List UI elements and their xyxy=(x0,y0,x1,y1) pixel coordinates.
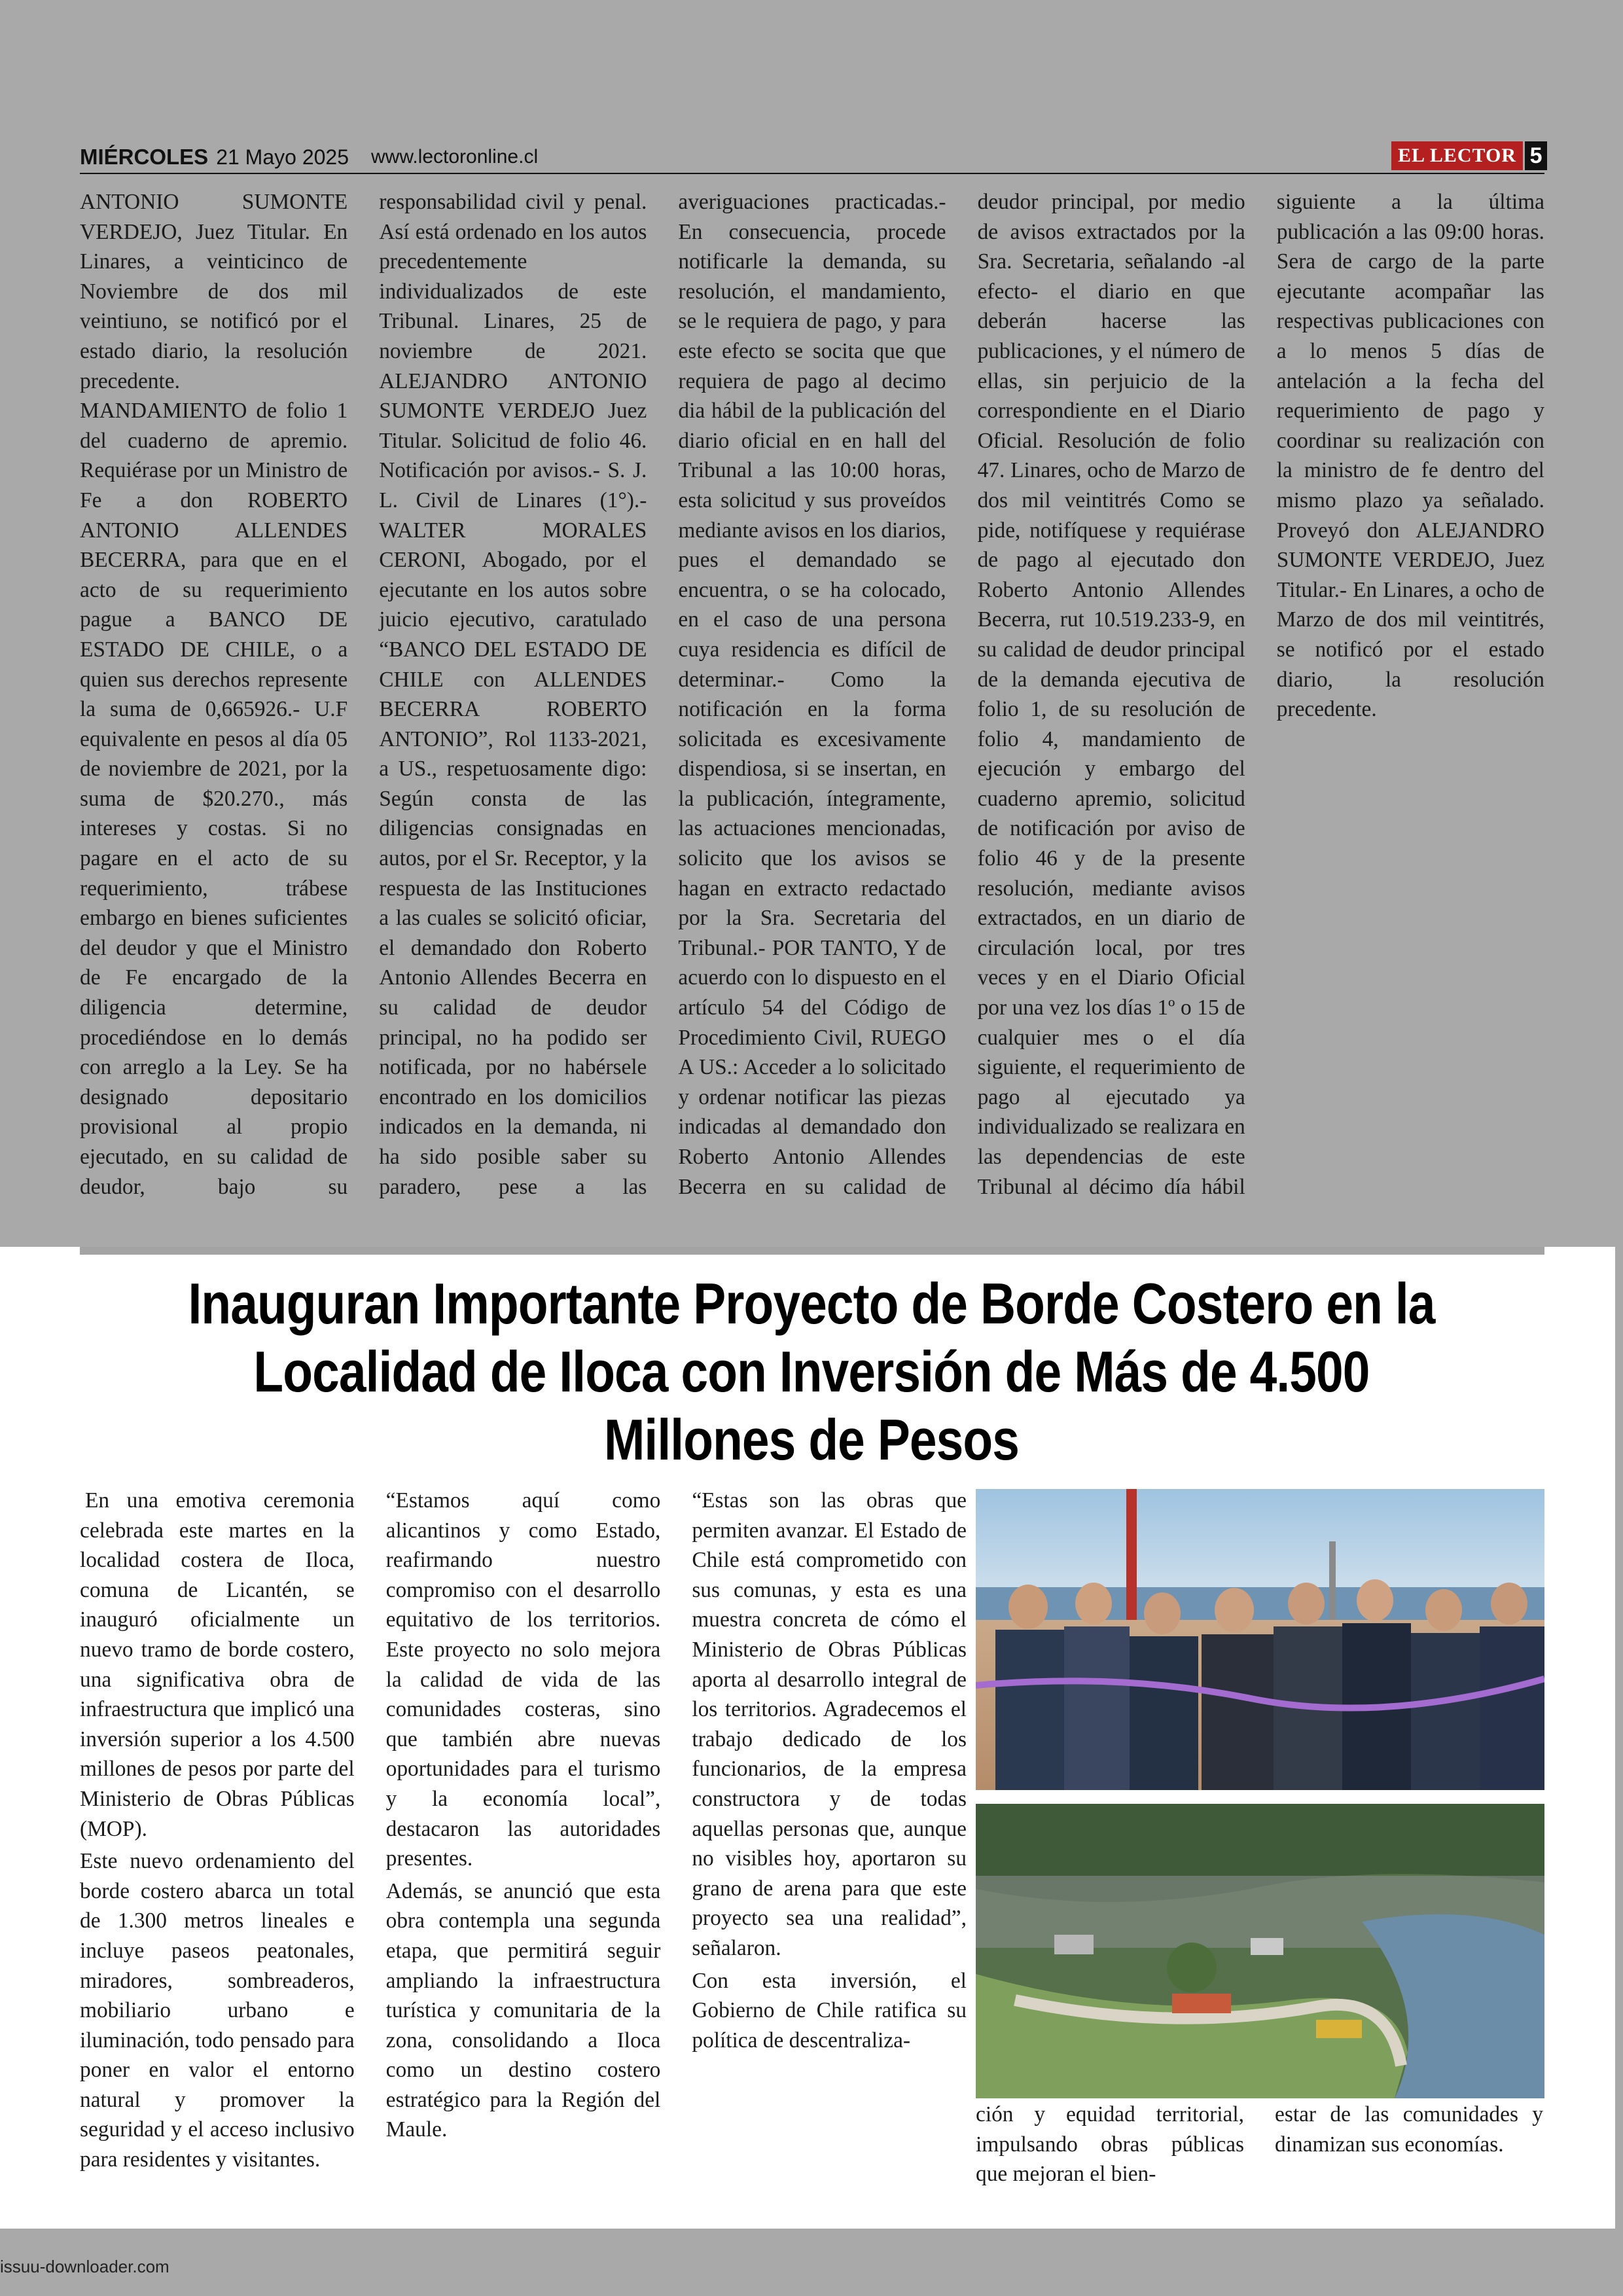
article-continuation-2: estar de las comunidades y dinamizan sus economías. xyxy=(1275,2102,1543,2157)
header-rule xyxy=(80,173,1544,174)
page-scan-edge xyxy=(1615,1247,1623,2229)
page-number: 5 xyxy=(1525,141,1547,170)
article-headline: Inauguran Importante Proyecto de Borde Costero en la Localidad de Iloca con Inversión de Más de 4.500 Millones de Pesos xyxy=(188,1271,1435,1472)
section-divider xyxy=(80,1247,1544,1255)
brand-logo: EL LECTOR xyxy=(1391,141,1523,170)
legal-notice xyxy=(80,187,1544,1208)
header-website: www.lectoronline.cl xyxy=(371,146,539,168)
viewer-footer-bar xyxy=(0,2229,1623,2296)
article-paragraph: Además, se anunció que esta obra contempla una segunda etapa, que permitirá seguir ampliando la infraestructura turística y comunitaria de la zona, consolidando a Iloca como un destino costero estratégico para la Región del Maule. xyxy=(385,1878,661,2142)
ribbon-cutting-photo xyxy=(976,1489,1544,1790)
newspaper-brand xyxy=(1391,141,1547,170)
article-paragraph: En una emotiva ceremonia celebrada este martes en la localidad costera de Iloca, comuna de Licantén, se inauguró oficialmente un nuevo tramo de borde costero, una significativa obra de infraestructura que implicó una inversión superior a los 4.500 millones de pesos por parte del Ministerio de Obras Públicas (MOP). xyxy=(80,1488,355,1841)
article-paragraph: Con esta inversión, el Gobierno de Chile ratifica su política de descentraliza- xyxy=(692,1968,967,2053)
article-body xyxy=(80,1486,967,2193)
article-paragraph: “Estamos aquí como alicantinos y como Estado, reafirmando nuestro compromiso con el desarrollo equitativo de los territorios. Este proyecto no solo mejora la calidad de vida de las comunidades costeras, sino que también abre nuevas oportunidades para el turismo y la economía local”, destacaron las autoridades presentes. xyxy=(385,1488,661,1871)
downloader-watermark: issuu-downloader.com xyxy=(0,2257,169,2276)
ribbon-cutting-illustration xyxy=(976,1489,1544,1790)
legal-notice-text: ANTONIO SUMONTE VERDEJO, Juez Titular. En Linares, a veinticinco de Noviembre de dos mil veintiuno, se notificó por el estado diario, la resolución precedente. MANDAMIENTO de folio 1 del cuaderno de apremio. Requiérase por un Ministro de Fe a don ROBERTO ANTONIO ALLENDES BECERRA, para que en el acto de su requerimiento pague a BANCO DE ESTADO DE CHILE, o a quien sus derechos represente la suma de 0,665926.- U.F equivalente en pesos al día 05 de noviembre de 2021, por la suma de $20.270., más intereses y costas. Si no pagare en el acto de su requerimiento, trábese embargo en bienes suficientes del deudor y que el Ministro de Fe encargado de la diligencia determine, procediéndose en lo demás con arreglo a la Ley. Se ha designado depositario provisional al propio ejecutado, en su calidad de deudor, bajo su responsabilidad civil y penal. Así está ordenado en los autos precedentemente individualizados de este Tribunal. Linares, 25 de noviembre de 2021. ALEJANDRO ANTONIO SUMONTE VERDEJO Juez Titular. Solicitud de folio 46. Notificación por avisos.- S. J. L. Civil de Linares (1°).- WALTER MORALES CERONI, Abogado, por el ejecutante en los autos sobre juicio ejecutivo, caratulado “BANCO DEL ESTADO DE CHILE con ALLENDES BECERRA ROBERTO ANTONIO”, Rol 1133-2021, a US., respetuosamente digo: Según consta de las diligencias consignadas en autos, por el Sr. Receptor, y la respuesta de las Instituciones a las cuales se solicitó oficiar, el demandado don Roberto Antonio Allendes Becerra en su calidad de deudor principal, no ha podido ser notificada, por no habérsele encontrado en los domicilios indicados en la demanda, ni ha sido posible saber su paradero, pese a las averiguaciones practicadas.- En consecuencia, procede notificarle la demanda, su resolución, el mandamiento, se le requiera de pago, y para este efecto se socita que que requiera de pago al decimo dia hábil de la publicación del diario oficial en en hall del Tribunal a las 10:00 horas, esta solicitud y sus proveídos mediante avisos en los diarios, pues el demandado se encuentra, o se ha colocado, en el caso de una persona cuya residencia es difícil de determinar.- Como la notificación en la forma solicitada es excesivamente dispendiosa, si se insertan, en la publicación, íntegramente, las actuaciones mencionadas, solicito que los avisos se hagan en extracto redactado por la Sra. Secretaria del Tribunal.- POR TANTO, Y de acuerdo con lo dispuesto en el artículo 54 del Código de Procedimiento Civil, RUEGO A US.: Acceder a lo solicitado y ordenar notificar las piezas indicadas al demandado don Roberto Antonio Allendes Becerra en su calidad de deudor principal, por medio de avisos extractados por la Sra. Secretaria, señalando -al efecto- el diario en que deberán hacerse las publicaciones, y el número de ellas, sin perjuicio de la correspondiente en el Diario Oficial. Resolución de folio 47. Linares, ocho de Marzo de dos mil veintitrés Como se pide, notifíquese y requiérase de pago al ejecutado don Roberto Antonio Allendes Becerra, rut 10.519.233-9, en su calidad de deudor principal de la demanda ejecutiva de folio 1, de su resolución de folio 4, mandamiento de ejecución y embargo del cuaderno apremio, solicitud de notificación por aviso de folio 46 y de la presente resolución, mediante avisos extractados, en un diario de circulación local, por tres veces y en el Diario Oficial por una vez los días 1º o 15 de cualquier mes o el día siguiente, el requerimiento de pago al ejecutado ya individualizado se realizara en las dependencias de este Tribunal al décimo día hábil siguiente a la última publicación a las 09:00 horas. Sera de cargo de la parte ejecutante acompañar las respectivas publicaciones con a lo menos 5 días de antelación a la fecha del requerimiento de pago y coordinar su realización con la ministro de fe dentro del mismo plazo ya señalado. Proveyó don ALEJANDRO SUMONTE VERDEJO, Juez Titular.- En Linares, a ocho de Marzo de dos mil veintitrés, se notificó por el estado diario, la resolución precedente. xyxy=(80,190,1544,1199)
coastal-promenade-illustration xyxy=(976,1804,1544,2098)
article-paragraph: “Estas son las obras que permiten avanzar. El Estado de Chile está comprometido con sus comunas, y esta es una muestra concreta de cómo el Ministerio de Obras Públicas aporta al desarrollo integral de los territorios. Agradecemos el trabajo dedicado de los funcionarios, de la empresa constructora y de todas aquellas personas que, aunque no visibles hoy, aportaron su grano de arena para que este proyecto sea una realidad”, señalaron. xyxy=(692,1488,967,1960)
article-paragraph: Este nuevo ordenamiento del borde costero abarca un total de 1.300 metros lineales e incluye paseos peatonales, miradores, sombreaderos, mobiliario urbano e iluminación, todo pensado para poner en valor el entorno natural y promover la seguridad y el acceso inclusivo para residentes y visitantes. xyxy=(80,1849,355,2172)
article-continuation-1: ción y equidad territorial, impulsando obras públicas que mejoran el bien- xyxy=(976,2102,1244,2187)
header-date: 21 Mayo 2025 xyxy=(216,145,349,169)
header-day: MIÉRCOLES xyxy=(80,145,209,169)
coastal-promenade-photo xyxy=(976,1804,1544,2098)
page-header xyxy=(80,143,1544,171)
